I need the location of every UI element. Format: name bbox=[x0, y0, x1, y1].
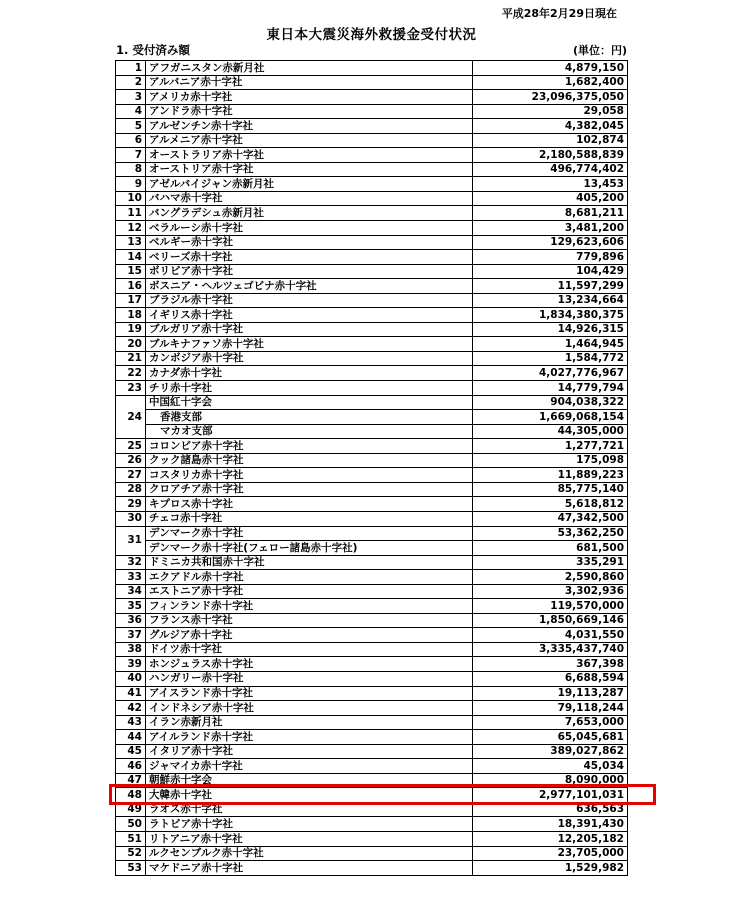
row-number-cell: 20 bbox=[116, 337, 146, 352]
report-date: 平成28年2月29日現在 bbox=[501, 7, 617, 20]
amount-cell: 129,623,606 bbox=[473, 235, 628, 250]
table-row bbox=[116, 497, 628, 512]
amount-cell: 4,382,045 bbox=[473, 119, 628, 134]
amount-cell: 1,850,669,146 bbox=[473, 613, 628, 628]
row-number-cell: 40 bbox=[116, 671, 146, 686]
row-number-cell: 39 bbox=[116, 657, 146, 672]
row-number-cell: 53 bbox=[116, 861, 146, 876]
society-name-cell: ジャマイカ赤十字社 bbox=[146, 759, 473, 774]
row-number-cell: 4 bbox=[116, 104, 146, 119]
row-number-cell: 7 bbox=[116, 148, 146, 163]
society-name-cell: オーストラリア赤十字社 bbox=[146, 148, 473, 163]
donations-table bbox=[115, 60, 628, 876]
amount-cell: 7,653,000 bbox=[473, 715, 628, 730]
row-number-cell: 16 bbox=[116, 279, 146, 294]
table-row bbox=[116, 191, 628, 206]
society-name-cell: ドイツ赤十字社 bbox=[146, 642, 473, 657]
amount-cell: 13,234,664 bbox=[473, 293, 628, 308]
row-number-cell: 32 bbox=[116, 555, 146, 570]
table-row bbox=[116, 817, 628, 832]
amount-cell: 175,098 bbox=[473, 453, 628, 468]
table-row bbox=[116, 759, 628, 774]
table-row bbox=[116, 206, 628, 221]
row-number-cell: 9 bbox=[116, 177, 146, 192]
table-row bbox=[116, 657, 628, 672]
row-number-cell: 46 bbox=[116, 759, 146, 774]
row-number-cell: 24 bbox=[116, 395, 146, 439]
table-row bbox=[116, 555, 628, 570]
table-row bbox=[116, 351, 628, 366]
society-name-cell: コロンビア赤十字社 bbox=[146, 439, 473, 454]
society-name-cell: アルメニア赤十字社 bbox=[146, 133, 473, 148]
table-row bbox=[116, 453, 628, 468]
society-name-cell: 香港支部 bbox=[146, 410, 473, 425]
amount-cell: 14,779,794 bbox=[473, 381, 628, 396]
amount-cell: 335,291 bbox=[473, 555, 628, 570]
amount-cell: 1,277,721 bbox=[473, 439, 628, 454]
row-number-cell: 33 bbox=[116, 570, 146, 585]
amount-cell: 11,597,299 bbox=[473, 279, 628, 294]
society-name-cell: オーストリア赤十字社 bbox=[146, 162, 473, 177]
table-row bbox=[116, 642, 628, 657]
row-number-cell: 10 bbox=[116, 191, 146, 206]
table-row bbox=[116, 279, 628, 294]
table-row bbox=[116, 570, 628, 585]
society-name-cell: イギリス赤十字社 bbox=[146, 308, 473, 323]
society-name-cell: バングラデシュ赤新月社 bbox=[146, 206, 473, 221]
society-name-cell: アイスランド赤十字社 bbox=[146, 686, 473, 701]
society-name-cell: キプロス赤十字社 bbox=[146, 497, 473, 512]
society-name-cell: デンマーク赤十字社(フェロー諸島赤十字社) bbox=[146, 541, 473, 556]
table-row bbox=[116, 133, 628, 148]
row-number-cell: 30 bbox=[116, 511, 146, 526]
amount-cell: 18,391,430 bbox=[473, 817, 628, 832]
society-name-cell: カナダ赤十字社 bbox=[146, 366, 473, 381]
table-row bbox=[116, 395, 628, 410]
society-name-cell: 中国紅十字会 bbox=[146, 395, 473, 410]
amount-cell: 65,045,681 bbox=[473, 730, 628, 745]
society-name-cell: アゼルバイジャン赤新月社 bbox=[146, 177, 473, 192]
amount-cell: 13,453 bbox=[473, 177, 628, 192]
society-name-cell: ベリーズ赤十字社 bbox=[146, 250, 473, 265]
society-name-cell: アメリカ赤十字社 bbox=[146, 90, 473, 105]
society-name-cell: フィンランド赤十字社 bbox=[146, 599, 473, 614]
society-name-cell: チリ赤十字社 bbox=[146, 381, 473, 396]
amount-cell: 1,529,982 bbox=[473, 861, 628, 876]
row-number-cell: 48 bbox=[116, 788, 146, 803]
section-label: 1. 受付済み額 bbox=[116, 43, 190, 57]
row-number-cell: 41 bbox=[116, 686, 146, 701]
amount-cell: 4,879,150 bbox=[473, 61, 628, 76]
society-name-cell: インドネシア赤十字社 bbox=[146, 701, 473, 716]
amount-cell: 1,464,945 bbox=[473, 337, 628, 352]
amount-cell: 104,429 bbox=[473, 264, 628, 279]
amount-cell: 8,681,211 bbox=[473, 206, 628, 221]
society-name-cell: リトアニア赤十字社 bbox=[146, 831, 473, 846]
amount-cell: 2,590,860 bbox=[473, 570, 628, 585]
amount-cell: 8,090,000 bbox=[473, 773, 628, 788]
table-row bbox=[116, 424, 628, 439]
amount-cell: 4,027,776,967 bbox=[473, 366, 628, 381]
row-number-cell: 43 bbox=[116, 715, 146, 730]
amount-cell: 14,926,315 bbox=[473, 322, 628, 337]
society-name-cell: エストニア赤十字社 bbox=[146, 584, 473, 599]
amount-cell: 85,775,140 bbox=[473, 482, 628, 497]
society-name-cell: マケドニア赤十字社 bbox=[146, 861, 473, 876]
row-number-cell: 14 bbox=[116, 250, 146, 265]
table-row bbox=[116, 730, 628, 745]
society-name-cell: デンマーク赤十字社 bbox=[146, 526, 473, 541]
row-number-cell: 5 bbox=[116, 119, 146, 134]
table-row bbox=[116, 162, 628, 177]
amount-cell: 23,705,000 bbox=[473, 846, 628, 861]
row-number-cell: 44 bbox=[116, 730, 146, 745]
row-number-cell: 2 bbox=[116, 75, 146, 90]
society-name-cell: クロアチア赤十字社 bbox=[146, 482, 473, 497]
table-row bbox=[116, 686, 628, 701]
row-number-cell: 35 bbox=[116, 599, 146, 614]
table-row bbox=[116, 366, 628, 381]
table-row bbox=[116, 439, 628, 454]
table-row bbox=[116, 599, 628, 614]
row-number-cell: 19 bbox=[116, 322, 146, 337]
row-number-cell: 27 bbox=[116, 468, 146, 483]
row-number-cell: 23 bbox=[116, 381, 146, 396]
table-row bbox=[116, 671, 628, 686]
amount-cell: 23,096,375,050 bbox=[473, 90, 628, 105]
row-number-cell: 47 bbox=[116, 773, 146, 788]
row-number-cell: 11 bbox=[116, 206, 146, 221]
society-name-cell: アフガニスタン赤新月社 bbox=[146, 61, 473, 76]
table-row bbox=[116, 221, 628, 236]
society-name-cell: アイルランド赤十字社 bbox=[146, 730, 473, 745]
table-row bbox=[116, 337, 628, 352]
society-name-cell: ラオス赤十字社 bbox=[146, 802, 473, 817]
amount-cell: 3,481,200 bbox=[473, 221, 628, 236]
society-name-cell: ベルギー赤十字社 bbox=[146, 235, 473, 250]
table-row bbox=[116, 104, 628, 119]
amount-cell: 5,618,812 bbox=[473, 497, 628, 512]
society-name-cell: バハマ赤十字社 bbox=[146, 191, 473, 206]
society-name-cell: ルクセンブルク赤十字社 bbox=[146, 846, 473, 861]
table-row bbox=[116, 148, 628, 163]
table-row bbox=[116, 584, 628, 599]
amount-cell: 636,563 bbox=[473, 802, 628, 817]
amount-cell: 367,398 bbox=[473, 657, 628, 672]
row-number-cell: 6 bbox=[116, 133, 146, 148]
amount-cell: 1,682,400 bbox=[473, 75, 628, 90]
society-name-cell: ボリビア赤十字社 bbox=[146, 264, 473, 279]
society-name-cell: 大韓赤十字社 bbox=[146, 788, 473, 803]
amount-cell: 3,335,437,740 bbox=[473, 642, 628, 657]
table-row bbox=[116, 177, 628, 192]
amount-cell: 6,688,594 bbox=[473, 671, 628, 686]
amount-cell: 1,669,068,154 bbox=[473, 410, 628, 425]
table-row bbox=[116, 511, 628, 526]
row-number-cell: 45 bbox=[116, 744, 146, 759]
row-number-cell: 31 bbox=[116, 526, 146, 555]
society-name-cell: コスタリカ赤十字社 bbox=[146, 468, 473, 483]
row-number-cell: 12 bbox=[116, 221, 146, 236]
table-row bbox=[116, 410, 628, 425]
table-row bbox=[116, 802, 628, 817]
amount-cell: 3,302,936 bbox=[473, 584, 628, 599]
row-number-cell: 42 bbox=[116, 701, 146, 716]
amount-cell: 102,874 bbox=[473, 133, 628, 148]
society-name-cell: チェコ赤十字社 bbox=[146, 511, 473, 526]
row-number-cell: 21 bbox=[116, 351, 146, 366]
table-row bbox=[116, 773, 628, 788]
row-number-cell: 49 bbox=[116, 802, 146, 817]
amount-cell: 45,034 bbox=[473, 759, 628, 774]
table-row bbox=[116, 293, 628, 308]
amount-cell: 119,570,000 bbox=[473, 599, 628, 614]
row-number-cell: 38 bbox=[116, 642, 146, 657]
society-name-cell: フランス赤十字社 bbox=[146, 613, 473, 628]
society-name-cell: ホンジュラス赤十字社 bbox=[146, 657, 473, 672]
table-row bbox=[116, 482, 628, 497]
society-name-cell: アルバニア赤十字社 bbox=[146, 75, 473, 90]
row-number-cell: 13 bbox=[116, 235, 146, 250]
society-name-cell: ブルガリア赤十字社 bbox=[146, 322, 473, 337]
society-name-cell: ブラジル赤十字社 bbox=[146, 293, 473, 308]
amount-cell: 53,362,250 bbox=[473, 526, 628, 541]
table-row bbox=[116, 90, 628, 105]
row-number-cell: 28 bbox=[116, 482, 146, 497]
table-row bbox=[116, 846, 628, 861]
amount-cell: 405,200 bbox=[473, 191, 628, 206]
table-row bbox=[116, 61, 628, 76]
row-number-cell: 1 bbox=[116, 61, 146, 76]
society-name-cell: イタリア赤十字社 bbox=[146, 744, 473, 759]
table-row bbox=[116, 250, 628, 265]
row-number-cell: 26 bbox=[116, 453, 146, 468]
society-name-cell: 朝鮮赤十字会 bbox=[146, 773, 473, 788]
table-row bbox=[116, 628, 628, 643]
unit-label: (単位：円) bbox=[572, 44, 627, 57]
amount-cell: 904,038,322 bbox=[473, 395, 628, 410]
amount-cell: 4,031,550 bbox=[473, 628, 628, 643]
table-row bbox=[116, 468, 628, 483]
society-name-cell: ドミニカ共和国赤十字社 bbox=[146, 555, 473, 570]
row-number-cell: 22 bbox=[116, 366, 146, 381]
society-name-cell: マカオ支部 bbox=[146, 424, 473, 439]
society-name-cell: ベラルーシ赤十字社 bbox=[146, 221, 473, 236]
amount-cell: 779,896 bbox=[473, 250, 628, 265]
society-name-cell: ボスニア・ヘルツェゴビナ赤十字社 bbox=[146, 279, 473, 294]
row-number-cell: 8 bbox=[116, 162, 146, 177]
table-row bbox=[116, 75, 628, 90]
row-number-cell: 3 bbox=[116, 90, 146, 105]
row-number-cell: 51 bbox=[116, 831, 146, 846]
table-row bbox=[116, 264, 628, 279]
table-row bbox=[116, 861, 628, 876]
row-number-cell: 25 bbox=[116, 439, 146, 454]
row-number-cell: 37 bbox=[116, 628, 146, 643]
table-row bbox=[116, 744, 628, 759]
amount-cell: 79,118,244 bbox=[473, 701, 628, 716]
table-row bbox=[116, 381, 628, 396]
amount-cell: 496,774,402 bbox=[473, 162, 628, 177]
table-row bbox=[116, 788, 628, 803]
row-number-cell: 18 bbox=[116, 308, 146, 323]
society-name-cell: エクアドル赤十字社 bbox=[146, 570, 473, 585]
society-name-cell: ラトビア赤十字社 bbox=[146, 817, 473, 832]
amount-cell: 1,584,772 bbox=[473, 351, 628, 366]
amount-cell: 2,977,101,031 bbox=[473, 788, 628, 803]
table-row bbox=[116, 541, 628, 556]
table-row bbox=[116, 119, 628, 134]
table-row bbox=[116, 715, 628, 730]
page-title: 東日本大震災海外救援金受付状況 bbox=[266, 27, 477, 43]
amount-cell: 47,342,500 bbox=[473, 511, 628, 526]
row-number-cell: 29 bbox=[116, 497, 146, 512]
row-number-cell: 50 bbox=[116, 817, 146, 832]
row-number-cell: 34 bbox=[116, 584, 146, 599]
table-row bbox=[116, 831, 628, 846]
amount-cell: 389,027,862 bbox=[473, 744, 628, 759]
society-name-cell: イラン赤新月社 bbox=[146, 715, 473, 730]
society-name-cell: グルジア赤十字社 bbox=[146, 628, 473, 643]
amount-cell: 2,180,588,839 bbox=[473, 148, 628, 163]
table-row bbox=[116, 235, 628, 250]
table-row bbox=[116, 308, 628, 323]
society-name-cell: ブルキナファソ赤十字社 bbox=[146, 337, 473, 352]
amount-cell: 12,205,182 bbox=[473, 831, 628, 846]
row-number-cell: 15 bbox=[116, 264, 146, 279]
amount-cell: 681,500 bbox=[473, 541, 628, 556]
row-number-cell: 52 bbox=[116, 846, 146, 861]
amount-cell: 44,305,000 bbox=[473, 424, 628, 439]
row-number-cell: 17 bbox=[116, 293, 146, 308]
amount-cell: 1,834,380,375 bbox=[473, 308, 628, 323]
society-name-cell: アルゼンチン赤十字社 bbox=[146, 119, 473, 134]
donations-table-container bbox=[115, 60, 627, 876]
amount-cell: 11,889,223 bbox=[473, 468, 628, 483]
table-row bbox=[116, 613, 628, 628]
society-name-cell: アンドラ赤十字社 bbox=[146, 104, 473, 119]
row-number-cell: 36 bbox=[116, 613, 146, 628]
amount-cell: 29,058 bbox=[473, 104, 628, 119]
society-name-cell: ハンガリー赤十字社 bbox=[146, 671, 473, 686]
table-row bbox=[116, 701, 628, 716]
society-name-cell: クック諸島赤十字社 bbox=[146, 453, 473, 468]
society-name-cell: カンボジア赤十字社 bbox=[146, 351, 473, 366]
amount-cell: 19,113,287 bbox=[473, 686, 628, 701]
table-row bbox=[116, 526, 628, 541]
table-row bbox=[116, 322, 628, 337]
